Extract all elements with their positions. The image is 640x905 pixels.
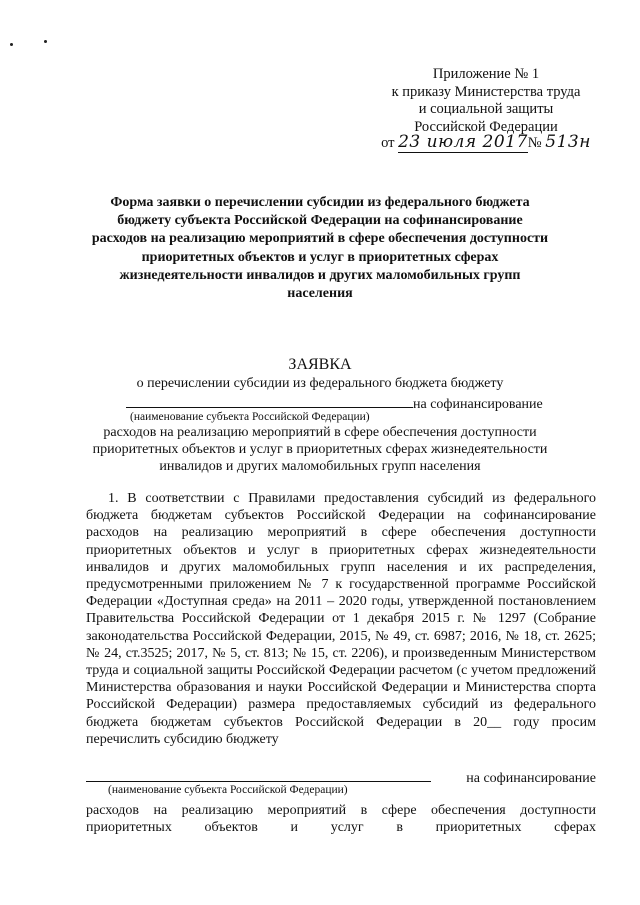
title-line: приоритетных объектов и услуг в приоритетных сферах [141,249,499,265]
appendix-date-row [370,134,602,153]
appendix-line: к приказу Министерства труда [391,83,581,100]
date-prefix: от [381,135,395,151]
title-line: жизнедеятельности инвалидов и других маломобильных групп [119,267,521,283]
application-line: расходов на реализацию мероприятий в сфере обеспечения доступности [103,425,537,440]
scan-speck [44,40,47,43]
handwritten-date: 23 июля 2017 [398,132,528,152]
document-title [88,194,552,303]
application-line: о перечислении субсидии из федерального бюджета бюджету [136,376,504,391]
subject-name-blank [126,395,413,408]
number-prefix: № [527,135,542,151]
blank-caption: (наименование субъекта Российской Федерации) [130,411,370,423]
title-line: бюджету субъекта Российской Федерации на софинансирование [117,213,523,229]
subject-name-blank-2 [86,769,431,782]
paragraph-1 [86,490,596,748]
handwritten-number: 513н [545,132,591,152]
appendix-block [370,66,602,153]
paragraph-1-continuation [86,802,596,836]
tail-line: приоритетных объектов и услуг в приоритетных сферах [86,820,596,836]
title-line: расходов на реализацию мероприятий в сфере обеспечения доступности [91,231,549,247]
scan-speck [10,43,13,46]
blank-caption-2: (наименование субъекта Российской Федерации) [108,784,348,796]
appendix-line: и социальной защиты [418,101,554,117]
after-blank-text: на софинансирование [413,397,543,412]
title-line: Форма заявки о перечислении субсидии из федерального бюджета [110,195,530,210]
title-line: населения [287,286,353,302]
paragraph-1-text: 1. В соответствии с Правилами предоставления субсидий из федерального бюджета бюджетам субъектов Российской Федерации на софинансирование расходов на реализацию мероприятий в сфере обеспечения доступности приоритетных объектов и услуг в приоритетных сферах жизнедеятельности инвалидов и других маломобильных групп населения и их распределения, предусмотренными приложением № 7 к государственной программе Российской Федерации «Доступная среда» на 2011 – 2020 годы, утвержденной постановлением Правительства Российской Федерации от 1 декабря 2015 г. № 1297 (Собрание законодательства Российской Федерации, 2015, № 49, ст. 6987; 2016, № 18, ст. 2625; № 24, ст.3525; 2017, № 5, ст. 813; № 15, ст. 2206), и произведенным Министерством труда и социальной защиты Российской Федерации расчетом (с учетом предложений Министерства образования и науки Российской Федерации и Министерства спорта Российской Федерации) размера предоставляемых субсидий из федерального бюджета бюджетам субъектов Российской Федерации в 20__ году просим перечислить субсидию бюджету [86,491,596,747]
after-blank-text-2: на софинансирование [466,771,596,786]
application-line: инвалидов и других маломобильных групп населения [159,459,481,474]
application-heading: ЗАЯВКА [288,356,352,373]
appendix-line: Российской Федерации [414,118,558,135]
appendix-line: Приложение № 1 [432,66,540,82]
tail-line: расходов на реализацию мероприятий в сфере обеспечения доступности [86,803,596,818]
application-line: приоритетных объектов и услуг в приоритетных сферах жизнедеятельности [92,442,548,457]
